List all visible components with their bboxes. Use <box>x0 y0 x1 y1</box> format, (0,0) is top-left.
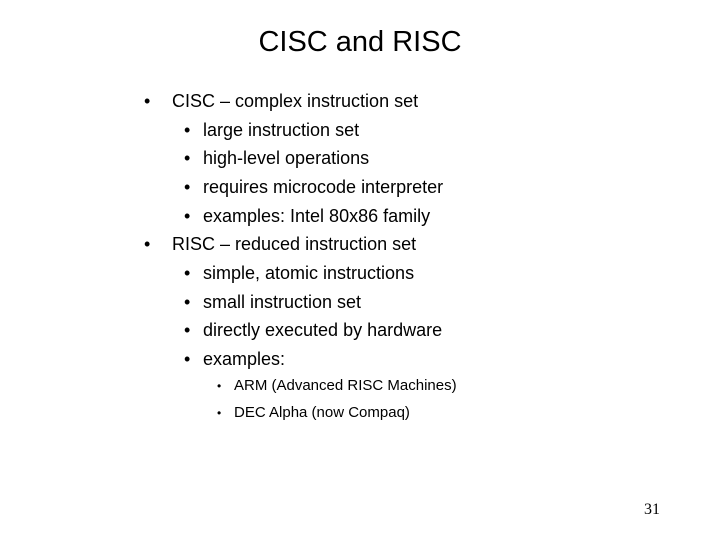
bullet-icon: • <box>144 234 151 254</box>
bullet-icon: • <box>184 206 191 226</box>
bullet-text: examples: <box>203 349 286 369</box>
bullet-icon: • <box>217 406 222 420</box>
bullet-text: requires microcode interpreter <box>203 177 444 197</box>
bullet-text: small instruction set <box>203 292 362 312</box>
bullet-text: DEC Alpha (now Compaq) <box>234 404 410 421</box>
bullet-text: large instruction set <box>203 120 360 140</box>
bullet-icon: • <box>184 120 191 140</box>
bullet-text: high-level operations <box>203 148 370 168</box>
bullet-icon: • <box>184 177 191 197</box>
bullet-icon: • <box>184 263 191 283</box>
bullet-icon: • <box>217 379 222 393</box>
bullet-text: CISC – complex instruction set <box>172 91 419 111</box>
bullet-text: examples: Intel 80x86 family <box>203 206 431 226</box>
bullet-icon: • <box>184 292 191 312</box>
bullet-text: simple, atomic instructions <box>203 263 415 283</box>
slide-title: CISC and RISC <box>258 26 462 58</box>
bullet-text: ARM (Advanced RISC Machines) <box>234 377 457 394</box>
bullet-icon: • <box>184 148 191 168</box>
bullet-text: RISC – reduced instruction set <box>172 234 417 254</box>
bullet-icon: • <box>184 349 191 369</box>
page-number: 31 <box>644 501 660 518</box>
bullet-icon: • <box>184 320 191 340</box>
bullet-text: directly executed by hardware <box>203 320 443 340</box>
bullet-icon: • <box>144 91 151 111</box>
